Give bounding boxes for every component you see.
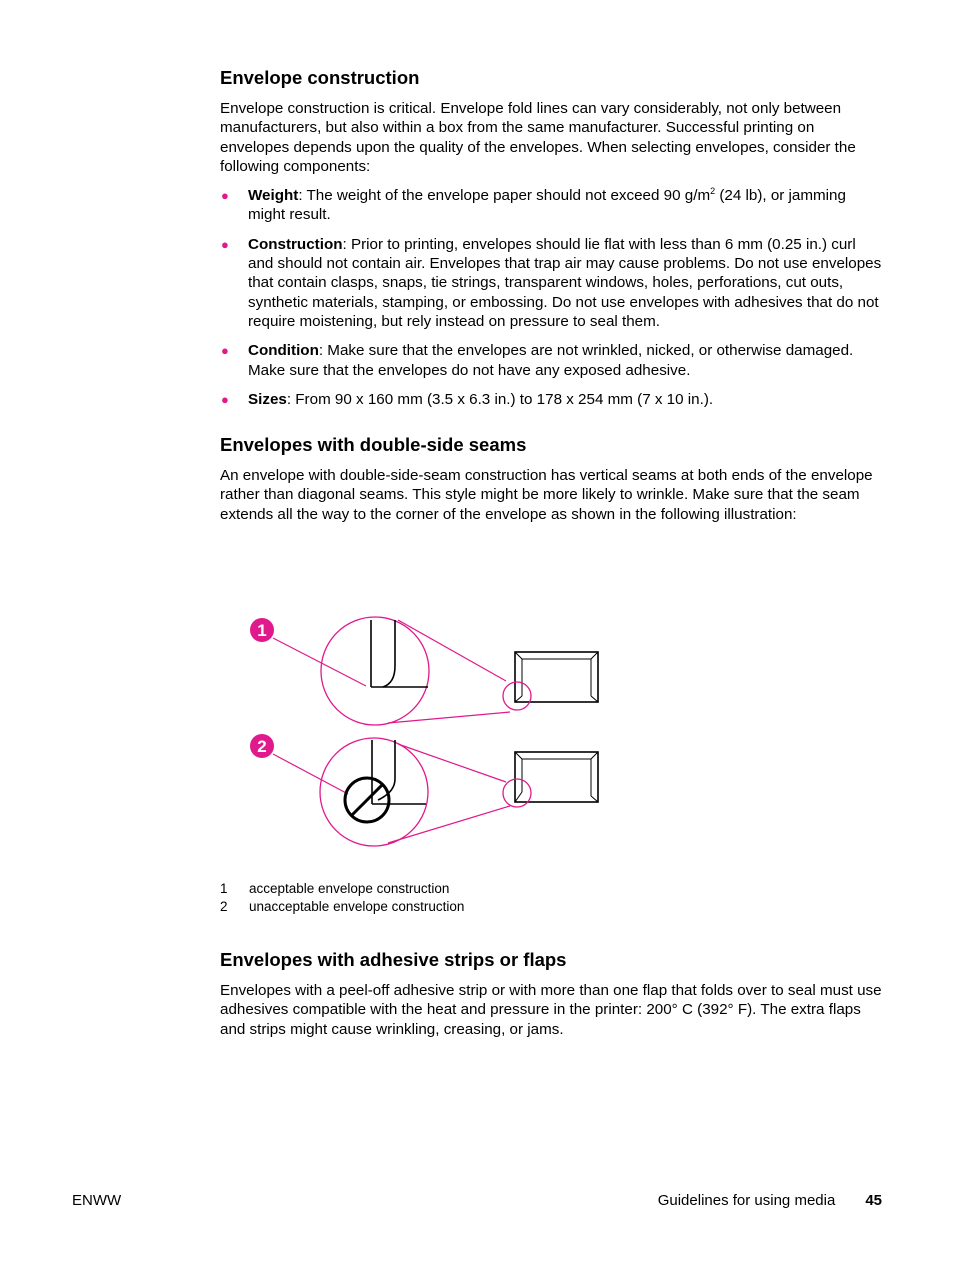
envelope-2 (515, 752, 598, 802)
footer-section-title: Guidelines for using media (657, 1192, 836, 1209)
envelope-construction-intro: Envelope construction is critical. Envelope fold lines can vary considerably, not only between manufacturers, but also within a box from the same manufacturer. Successful printing on envelopes depends upon the quality of the envelopes. When selecting envelopes, consider the following components: (220, 100, 856, 175)
caption-row (220, 898, 464, 916)
bullet-icon: ● (221, 343, 229, 359)
caption-text: acceptable envelope construction (249, 881, 450, 896)
page-content (220, 66, 882, 524)
list-item-sizes (220, 390, 882, 409)
bullet-icon: ● (221, 391, 229, 407)
magnifier-2-top-link (398, 744, 506, 782)
sizes-text: : From 90 x 160 mm (3.5 x 6.3 in.) to 178 x 254 mm (7 x 10 in.). (286, 390, 714, 408)
bullet-icon: ● (221, 188, 229, 204)
adhesive-strips-body: Envelopes with a peel-off adhesive strip or with more than one flap that folds over to seal must use adhesives compatible with the heat and pressure in the printer: 200° C (392° F). The extra flaps and strips might cause wrinkling, creasing, or jams. (220, 982, 882, 1038)
weight-text-a: : The weight of the envelope paper should not exceed 90 g/m (298, 187, 711, 205)
page-number: 45 (865, 1192, 882, 1209)
footer-publication-code: ENWW (72, 1192, 122, 1209)
weight-text-b: (24 lb), or jamming might result. (248, 187, 846, 224)
bullet-icon: ● (221, 236, 229, 252)
prohibited-icon (345, 778, 389, 822)
construction-text: : Prior to printing, envelopes should lie flat with less than 6 mm (0.25 in.) curl and should not contain air. Envelopes that trap air may cause problems. Do not use envelopes that contain clasps, snaps, tie strings, transparent windows, holes, perforations, cut outs, synthetic materials, stamping, or embossing. Do not use envelopes with adhesives that do not require moistening, but rely instead on pressure to seal them. (248, 235, 882, 330)
caption-number: 2 (220, 899, 228, 914)
footer-right (658, 1192, 882, 1209)
section-heading-envelope-construction: Envelope construction (220, 67, 420, 88)
caption-text: unacceptable envelope construction (249, 899, 465, 914)
callout-1-leader (273, 638, 366, 686)
magnifier-1-bottom-link (388, 712, 510, 723)
adhesive-section (220, 948, 882, 1039)
callout-2-leader (273, 754, 348, 794)
envelope-1 (515, 652, 598, 702)
unacceptable-seam-detail (372, 740, 426, 804)
magnifier-2-bottom-link (388, 806, 510, 843)
callout-1-label: 1 (257, 621, 267, 640)
double-side-seams-body: An envelope with double-side-seam construction has vertical seams at both ends of the envelope rather than diagonal seams. This style might be more likely to wrinkle. Make sure that the seam extends all the way to the corner of the envelope as shown in the following illustration: (220, 467, 873, 523)
term-construction: Construction (248, 235, 343, 253)
list-item-construction (220, 235, 882, 331)
section-heading-double-side-seams: Envelopes with double-side seams (220, 434, 527, 456)
condition-text: : Make sure that the envelopes are not wrinkled, nicked, or otherwise damaged. Make sure that the envelopes do not have any exposed adhesive. (248, 342, 854, 379)
term-weight: Weight (248, 187, 299, 205)
list-item-condition (220, 341, 882, 380)
caption-number: 1 (220, 881, 228, 896)
magnifier-1-top-link (398, 620, 506, 681)
caption-row (220, 880, 464, 898)
illustration-captions (220, 880, 464, 916)
term-sizes: Sizes (248, 390, 287, 408)
envelope-components-list (220, 186, 882, 409)
acceptable-seam-detail (371, 620, 428, 687)
section-heading-adhesive-strips: Envelopes with adhesive strips or flaps (220, 949, 567, 970)
list-item-weight (220, 186, 882, 225)
term-condition: Condition (248, 342, 319, 360)
callout-2-label: 2 (257, 737, 267, 756)
envelope-seam-illustration (238, 604, 618, 854)
weight-superscript: 2 (710, 186, 716, 197)
